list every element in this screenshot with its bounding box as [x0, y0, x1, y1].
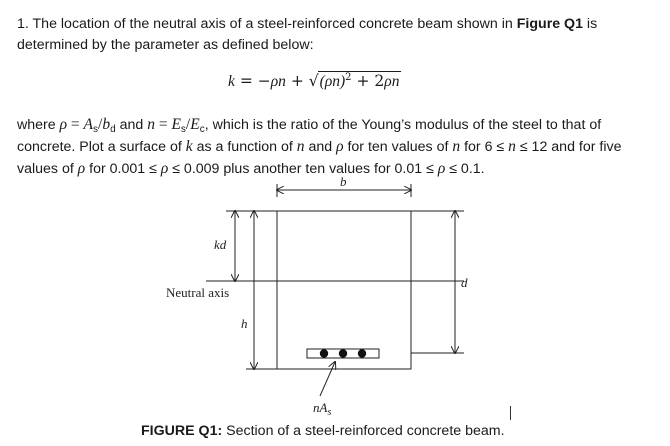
caption-label: FIGURE Q1: [141, 423, 223, 439]
label-kd: kd [214, 237, 227, 252]
sym-bd-sub: d [110, 124, 116, 135]
label-h: h [241, 316, 248, 331]
rebar-1 [320, 349, 328, 357]
formula-plus2: + 2 [351, 72, 385, 90]
sym-rho: ρ [59, 116, 68, 133]
sym-rho3: ρ [77, 160, 86, 177]
formula-k: k [228, 73, 235, 90]
where-slash1: / [98, 116, 103, 133]
figure-caption [141, 423, 505, 439]
where-slash2: / [185, 116, 191, 133]
intro-text-2: is determined by the parameter as defined below: [17, 16, 598, 53]
formula-power: 2 [345, 71, 352, 83]
sym-Es: E [171, 116, 181, 133]
rebar-3 [358, 349, 366, 357]
where-t8: for ten values of [343, 139, 453, 155]
sym-n: n [147, 116, 155, 133]
rebar-2 [339, 349, 347, 357]
text-cursor [510, 406, 511, 420]
where-t13: ≤ 0.1. [445, 161, 485, 177]
where-t9: for 6 ≤ [460, 139, 509, 155]
label-nA-sub: s [327, 407, 332, 418]
where-t11: for 0.001 ≤ [85, 161, 161, 177]
intro-figure-ref: Figure Q1 [516, 16, 583, 32]
where-t6: as a function of [192, 139, 297, 155]
sym-k: k [185, 138, 193, 155]
where-t2: = [67, 116, 84, 133]
nAs-leader [320, 362, 335, 396]
sym-bd: b [102, 116, 111, 133]
sym-As-sub: s [93, 124, 99, 135]
sym-Ec-sub: c [199, 124, 205, 135]
formula-plus-sqrt: + √ [285, 72, 319, 90]
caption-text: Section of a steel-reinforced concrete beam. [222, 423, 505, 439]
where-t4: = [154, 116, 172, 133]
where-t7: and [304, 139, 337, 155]
where-t5: , which is the ratio of the Young’s modulus of the steel to that of concrete. Plot a surface of [17, 117, 602, 155]
label-b: b [340, 174, 347, 189]
sym-As: A [83, 116, 94, 133]
sym-rho5: ρ [437, 160, 446, 177]
label-nAs [313, 400, 331, 416]
where-t10: ≤ 12 and for five values of [17, 139, 622, 177]
formula-sqrt-inner: (ρn) [319, 73, 346, 90]
intro-text-1: 1. The location of the neutral axis of a steel-reinforced concrete beam shown in [17, 16, 517, 32]
formula-term2: ρn [384, 73, 400, 90]
label-d: d [461, 275, 468, 290]
formula-term1: ρn [270, 73, 286, 90]
label-nA-text: nA [313, 400, 328, 415]
sym-Ec: E [190, 116, 200, 133]
sym-rho2: ρ [336, 138, 344, 155]
beam-outline [277, 211, 411, 369]
label-neutral-axis: Neutral axis [166, 285, 230, 300]
sym-Es-sub: s [180, 124, 186, 135]
sym-rho4: ρ [160, 160, 169, 177]
where-t1: where [17, 117, 60, 133]
sym-n4: n [508, 138, 516, 155]
formula-eq: = − [234, 72, 271, 90]
where-t3: and [115, 117, 148, 133]
sym-n2: n [296, 138, 305, 155]
sym-n3: n [452, 138, 461, 155]
where-t12: ≤ 0.009 plus another ten values for 0.01 ≤ [168, 161, 438, 177]
